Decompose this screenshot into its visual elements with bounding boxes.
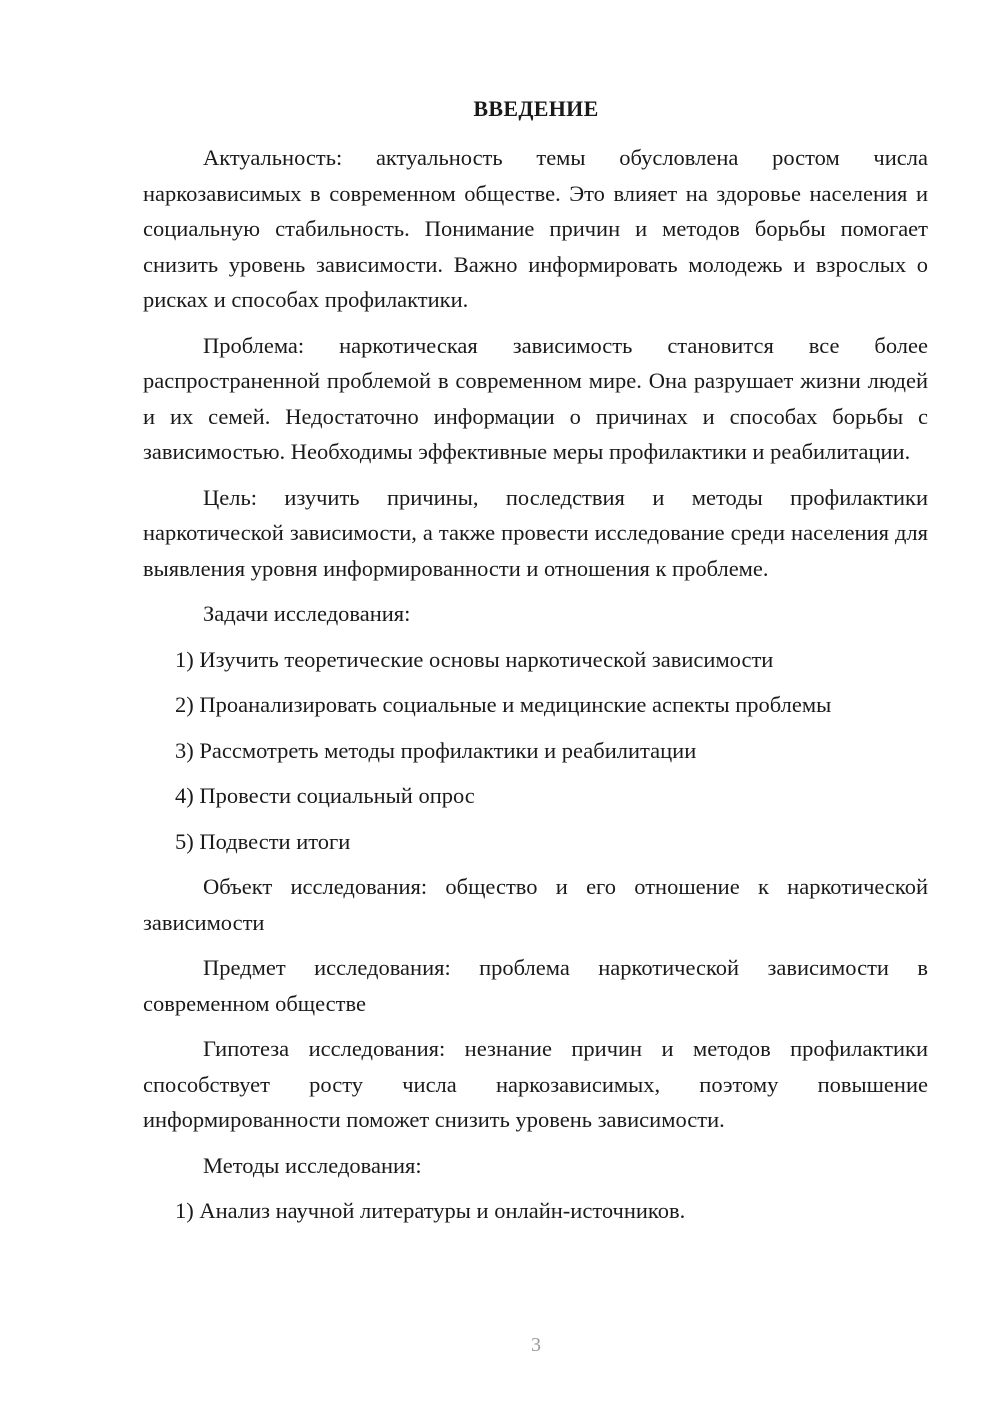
method-item: 1) Анализ научной литературы и онлайн-источников. bbox=[175, 1198, 686, 1223]
paragraph-relevance: Актуальность: актуальность темы обусловлена ростом числа наркозависимых в современном обществе. Это влияет на здоровье населения и социальную стабильность. Понимание причин и методов борьбы помогает снизить уровень зависимости. Важно информировать молодежь и взрослых о рисках и способах профилактики. bbox=[143, 145, 928, 312]
page-number: 3 bbox=[531, 1334, 541, 1356]
task-item: 3) Рассмотреть методы профилактики и реабилитации bbox=[175, 737, 697, 763]
tasks-label: Задачи исследования: bbox=[203, 601, 411, 626]
document-body bbox=[143, 140, 928, 1229]
paragraph-hypothesis: Гипотеза исследования: незнание причин и методов профилактики способствует росту числа наркозависимых, поэтому повышение информированности поможет снизить уровень зависимости. bbox=[143, 1036, 928, 1132]
paragraph-subject: Предмет исследования: проблема наркотической зависимости в современном обществе bbox=[143, 955, 928, 1016]
task-item: 1) Изучить теоретические основы наркотической зависимости bbox=[175, 646, 774, 672]
paragraph-object: Объект исследования: общество и его отношение к наркотической зависимости bbox=[143, 874, 928, 935]
task-item: 4) Провести социальный опрос bbox=[175, 783, 475, 808]
task-item: 5) Подвести итоги bbox=[175, 828, 351, 854]
methods-label: Методы исследования: bbox=[203, 1152, 422, 1178]
paragraph-goal: Цель: изучить причины, последствия и методы профилактики наркотической зависимости, а также провести исследование среди населения для выявления уровня информированности и отношения к проблеме. bbox=[143, 484, 928, 581]
paragraph-problem: Проблема: наркотическая зависимость становится все более распространенной проблемой в современном мире. Она разрушает жизни людей и их семей. Недостаточно информации о причинах и способах борьбы с зависимостью. Необходимы эффективные меры профилактики и реабилитации. bbox=[143, 332, 928, 464]
page-title: ВВЕДЕНИЕ bbox=[473, 96, 599, 121]
task-item: 2) Проанализировать социальные и медицинские аспекты проблемы bbox=[175, 692, 832, 717]
